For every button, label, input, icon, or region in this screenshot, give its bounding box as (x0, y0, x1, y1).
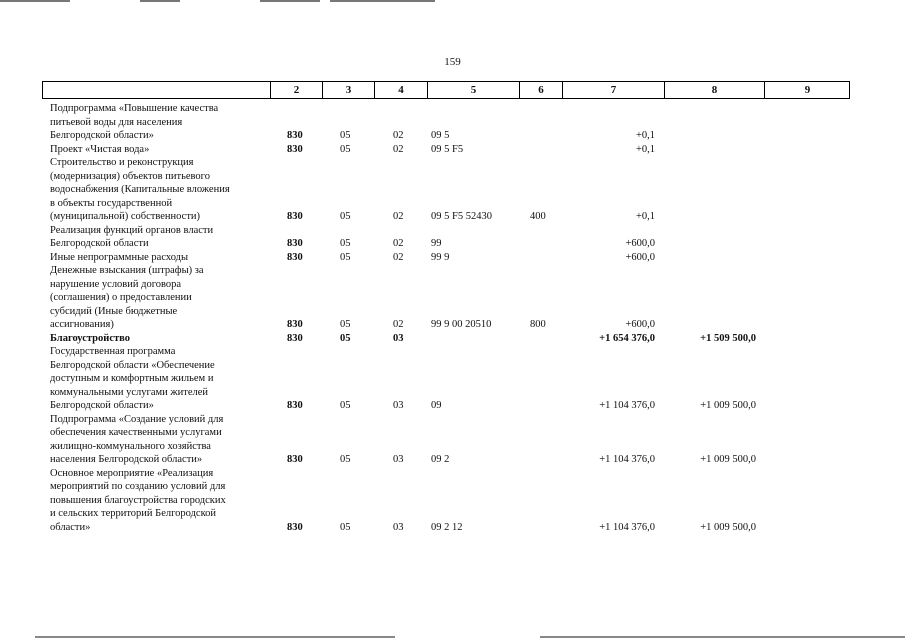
cell-c3: 05 (340, 332, 351, 344)
header-cell-1 (43, 82, 270, 98)
cell-c4: 02 (393, 211, 404, 222)
header-cell-5: 5 (427, 82, 519, 98)
description-line: Государственная программа (50, 346, 176, 357)
cell-c2: 830 (287, 211, 303, 222)
cell-c3: 05 (340, 211, 351, 222)
cell-c6: 800 (530, 319, 546, 330)
table-row (0, 345, 905, 413)
cell-c8: +1 009 500,0 (700, 400, 756, 411)
description-line: обеспечения качественными услугами (50, 427, 222, 438)
cell-c3: 05 (340, 319, 351, 330)
cell-c2: 830 (287, 400, 303, 411)
description-line: субсидий (Иные бюджетные (50, 305, 178, 317)
cell-c3: 05 (340, 143, 351, 155)
description-line: Строительство и реконструкция (50, 157, 194, 168)
header-cell-3: 3 (322, 82, 374, 98)
description-line: Белгородской области «Обеспечение (50, 359, 215, 371)
description-line: доступным и комфортным жильем и (50, 373, 214, 384)
row-description (50, 467, 264, 535)
cell-c5: 09 5 F5 52430 (431, 211, 492, 222)
table-row (0, 156, 905, 224)
table-header (42, 81, 850, 99)
scan-edge-top (0, 0, 905, 2)
description-line: населения Белгородской области» (50, 454, 203, 465)
cell-c5: 09 2 (431, 454, 450, 465)
cell-c8: +1 009 500,0 (700, 454, 756, 465)
cell-c4: 02 (393, 143, 404, 155)
description-line: питьевой воды для населения (50, 116, 183, 128)
cell-c4: 03 (393, 521, 404, 533)
cell-c5: 09 (431, 400, 442, 411)
cell-c2: 830 (287, 251, 303, 263)
table-row (0, 224, 905, 251)
description-line: (модернизация) объектов питьевого (50, 170, 210, 182)
cell-c5: 09 5 F5 (431, 143, 464, 155)
cell-c2: 830 (287, 454, 303, 465)
cell-c5: 09 5 (431, 130, 450, 141)
cell-c7: +1 654 376,0 (599, 332, 655, 344)
description-line: Подпрограмма «Повышение качества (50, 103, 219, 114)
cell-c2: 830 (287, 319, 303, 330)
description-line: и сельских территорий Белгородской (50, 508, 217, 519)
cell-c5: 99 9 00 20510 (431, 319, 492, 330)
cell-c3: 05 (340, 238, 351, 249)
header-cell-2: 2 (270, 82, 322, 98)
row-description (50, 332, 264, 346)
description-line: Основное мероприятие «Реализация (50, 467, 214, 479)
cell-c2: 830 (287, 521, 303, 533)
cell-c3: 05 (340, 400, 351, 411)
description-line: жилищно-коммунального хозяйства (50, 440, 211, 452)
description-line: в объекты государственной (50, 197, 173, 209)
row-description (50, 345, 264, 413)
cell-c3: 05 (340, 251, 351, 263)
table-row (0, 102, 905, 143)
header-cell-7: 7 (562, 82, 664, 98)
cell-c5: 99 (431, 238, 442, 249)
cell-c7: +600,0 (625, 319, 655, 330)
cell-c7: +1 104 376,0 (599, 400, 655, 411)
description-line: Белгородской области» (50, 130, 154, 141)
cell-c8: +1 009 500,0 (700, 521, 756, 533)
table-row (0, 251, 905, 265)
cell-c2: 830 (287, 143, 303, 155)
table-row (0, 413, 905, 467)
description-line: нарушение условий договора (50, 278, 182, 290)
cell-c6: 400 (530, 211, 546, 222)
description-line: области» (50, 521, 91, 533)
cell-c7: +1 104 376,0 (599, 521, 655, 533)
description-line: Белгородской области (50, 238, 149, 249)
table-row (0, 332, 905, 346)
description-line: Иные непрограммные расходы (50, 251, 189, 263)
row-description (50, 156, 264, 224)
description-line: Реализация функций органов власти (50, 224, 214, 236)
cell-c4: 03 (393, 332, 404, 344)
cell-c5: 99 9 (431, 251, 450, 263)
description-line: Денежные взыскания (штрафы) за (50, 265, 204, 276)
header-cell-4: 4 (374, 82, 427, 98)
cell-c4: 03 (393, 454, 404, 465)
table-body (0, 102, 905, 534)
row-description (50, 413, 264, 467)
description-line: (муниципальной) собственности) (50, 211, 201, 222)
cell-c4: 02 (393, 130, 404, 141)
row-description (50, 251, 264, 265)
cell-c2: 830 (287, 332, 303, 344)
description-line: Белгородской области» (50, 400, 154, 411)
cell-c7: +0,1 (635, 211, 655, 222)
cell-c5: 09 2 12 (431, 521, 463, 533)
cell-c3: 05 (340, 521, 351, 533)
cell-c4: 03 (393, 400, 404, 411)
description-line: повышения благоустройства городских (50, 494, 226, 506)
cell-c7: +0,1 (635, 143, 655, 155)
description-line: (соглашения) о предоставлении (50, 292, 192, 303)
row-description (50, 264, 264, 332)
cell-c3: 05 (340, 130, 351, 141)
cell-c4: 02 (393, 319, 404, 330)
scan-edge-bottom (0, 636, 905, 638)
cell-c2: 830 (287, 130, 303, 141)
table-row (0, 467, 905, 535)
description-line: мероприятий по созданию условий для (50, 481, 226, 492)
header-cell-8: 8 (664, 82, 764, 98)
cell-c7: +600,0 (625, 238, 655, 249)
header-cell-6: 6 (519, 82, 562, 98)
table-row (0, 143, 905, 157)
description-line: Подпрограмма «Создание условий для (50, 413, 224, 425)
description-line: водоснабжения (Капитальные вложения (50, 184, 230, 195)
cell-c3: 05 (340, 454, 351, 465)
row-description (50, 224, 264, 251)
cell-c2: 830 (287, 238, 303, 249)
description-line: ассигнования) (50, 319, 114, 330)
cell-c7: +0,1 (635, 130, 655, 141)
row-description (50, 143, 264, 157)
description-line: коммунальными услугами жителей (50, 386, 209, 398)
table-row (0, 264, 905, 332)
page-number: 159 (444, 56, 461, 68)
cell-c4: 02 (393, 238, 404, 249)
cell-c8: +1 509 500,0 (700, 332, 756, 344)
description-line: Благоустройство (50, 332, 130, 344)
cell-c4: 02 (393, 251, 404, 263)
description-line: Проект «Чистая вода» (50, 143, 150, 155)
row-description (50, 102, 264, 143)
cell-c7: +600,0 (625, 251, 655, 263)
cell-c7: +1 104 376,0 (599, 454, 655, 465)
header-cell-9: 9 (764, 82, 850, 98)
